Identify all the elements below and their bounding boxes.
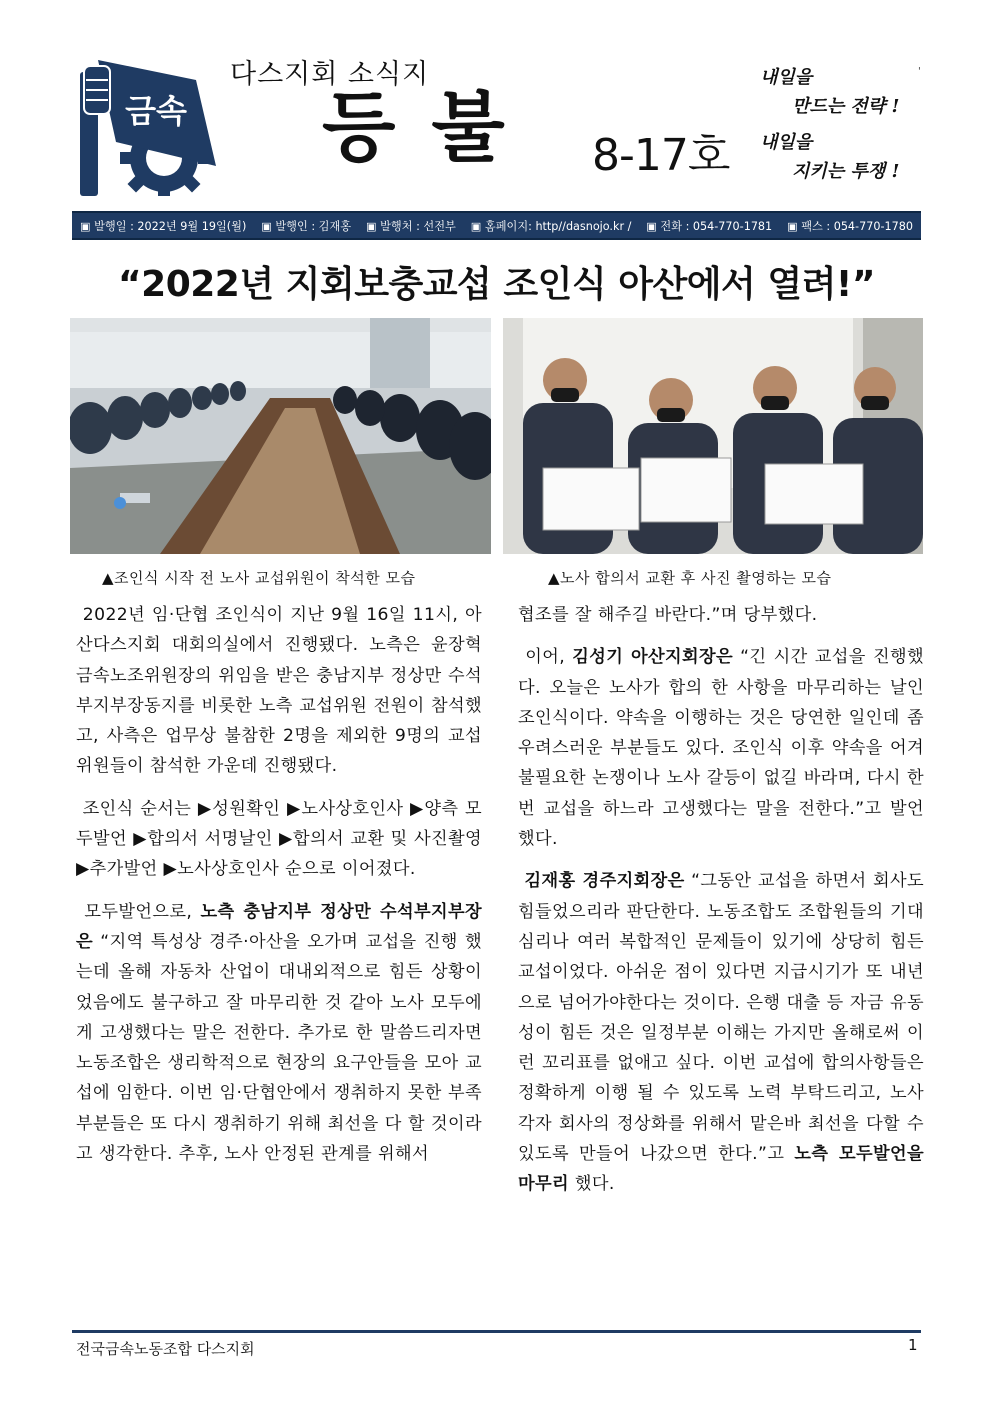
- footer-divider: [72, 1330, 921, 1333]
- signing-photo-caption: ▲노사 합의서 교환 후 사진 촬영하는 모습: [548, 569, 832, 587]
- meeting-photo: [70, 318, 491, 554]
- publication-info-bar: [72, 211, 921, 240]
- paragraph-text: “지역 특성상 경주·아산을 오가며 교섭을 진행 했는데 올해 자동차 산업이 대내외적으로 힘든 상황이었음에도 불구하고 잘 마무리한 것 같아 노사 모두에게 고생했다는 말은 전한다. 추가로 한 말씀드리자면 노동조합은 생리학적으로 현장의 요구안들을 모아 교섭에 임한다. 이번 임·단협안에서 쟁취하지 못한 부족 부분들은 또 다시 쟁취하기 위해 최선을 다 할 것이라고 생각한다. 추후, 노사 안정된 관계를 위해서: [76, 931, 482, 1165]
- fax-number: ▣ 팩스 : 054-770-1780: [787, 219, 913, 233]
- slogan-line-2: 만드는 전략 !: [792, 96, 900, 117]
- paragraph: [518, 866, 924, 1199]
- paragraph-text: “그동안 교섭을 하면서 회사도 힘들었으리라 판단한다. 노동조합도 조합원들의 기대심리나 여러 복합적인 문제들이 있기에 상당히 힘든 교섭이었다. 아쉬운 점이 있다면 지급시기가 또 내년으로 넘어가야한다는 것이다. 은행 대출 등 자금 유동성이 힘든 것은 일정부분 이해는 가지만 올해로써 이런 꼬리표를 없애고 싶다. 이번 교섭에 합의사항들은 정확하게 이행 될 수 있도록 노력 부탁드리고, 노사 각자 회사의 정상화를 위해서 맡은바 최선을 다할 수 있도록 만들어 나갔으면 한다.”고: [518, 871, 924, 1165]
- paragraph-text: 협조를 잘 해주길 바란다.”며 당부했다.: [518, 605, 818, 625]
- paragraph: [76, 897, 482, 1170]
- stray-mark: ': [918, 66, 921, 77]
- speaker-name: 노측 충남지부 정상만 수석부지부장은: [76, 901, 483, 952]
- emphasis-text: 노측 모두발언을 마무리: [518, 1144, 924, 1195]
- footer-organization: 전국금속노동조합 다스지회: [76, 1340, 255, 1358]
- paragraph-text: 했다.: [569, 1174, 615, 1195]
- paragraph-text: “긴 시간 교섭을 진행했다. 오늘은 노사가 합의 한 사항을 마무리하는 날인 조인식이다. 약속을 이행하는 것은 당연한 일인데 좀 우려스러운 부분들도 있다. 조인식 이후 약속을 어겨 불필요한 논쟁이나 노사 갈등이 없길 바라며, 다시 한 번 교섭을 하느라 고생했다는 말을 전한다.”고 발언했다.: [518, 647, 924, 850]
- slogan-line-1: 내일을: [760, 67, 813, 88]
- homepage: ▣ 홈페이지: http//dasnojo.kr /: [470, 219, 632, 233]
- publish-date: ▣ 발행일 : 2022년 9월 19일(월): [80, 219, 247, 233]
- paragraph: [76, 600, 482, 782]
- article-column-left: [76, 600, 482, 1181]
- slogan-line-3: 내일을: [760, 132, 813, 153]
- paragraph-text: 2022년 임·단협 조인식이 지난 9월 16일 11시, 아산다스지회 대회의실에서 진행됐다. 노측은 윤장혁 금속노조위원장의 위임을 받은 충남지부 정상만 수석부지부장동지를 비롯한 노측 교섭위원 전원이 참석했고, 사측은 업무상 불참한 2명을 제외한 9명의 교섭위원들이 참석한 가운데 진행됐다.: [76, 605, 482, 777]
- paragraph: [518, 642, 924, 854]
- paragraph-text: 모두발언으로,: [84, 901, 201, 922]
- article-headline: “2022년 지회보충교섭 조인식 아산에서 열려!”: [118, 264, 875, 305]
- slogan-line-4: 지키는 투쟁 !: [792, 161, 900, 182]
- page-number: 1: [908, 1336, 918, 1354]
- paragraph: [76, 794, 482, 885]
- issuing-department: ▣ 발행처 : 선전부: [366, 219, 456, 233]
- logo-text: 금속: [125, 92, 187, 130]
- issue-number: 8-17호: [592, 130, 730, 181]
- paragraph-text: 이어,: [525, 647, 573, 668]
- phone-number: ▣ 전화 : 054-770-1781: [646, 219, 773, 233]
- meeting-photo-caption: ▲조인식 시작 전 노사 교섭위원이 착석한 모습: [102, 569, 416, 587]
- speaker-name: 김재홍 경주지회장은: [524, 871, 685, 892]
- newsletter-subtitle: 다스지회 소식지: [230, 59, 430, 90]
- publisher: ▣ 발행인 : 김재홍: [261, 219, 352, 233]
- signing-photo: [503, 318, 923, 554]
- newsletter-title: 등불: [322, 83, 541, 172]
- union-logo: [76, 46, 218, 196]
- paragraph: [518, 600, 924, 630]
- article-column-right: [518, 600, 924, 1212]
- speaker-name: 김성기 아산지회장은: [572, 647, 733, 668]
- paragraph-text: 조인식 순서는 ▶성원확인 ▶노사상호인사 ▶양측 모두발언 ▶합의서 서명날인 ▶합의서 교환 및 사진촬영 ▶추가발언 ▶노사상호인사 순으로 이어졌다.: [76, 798, 482, 880]
